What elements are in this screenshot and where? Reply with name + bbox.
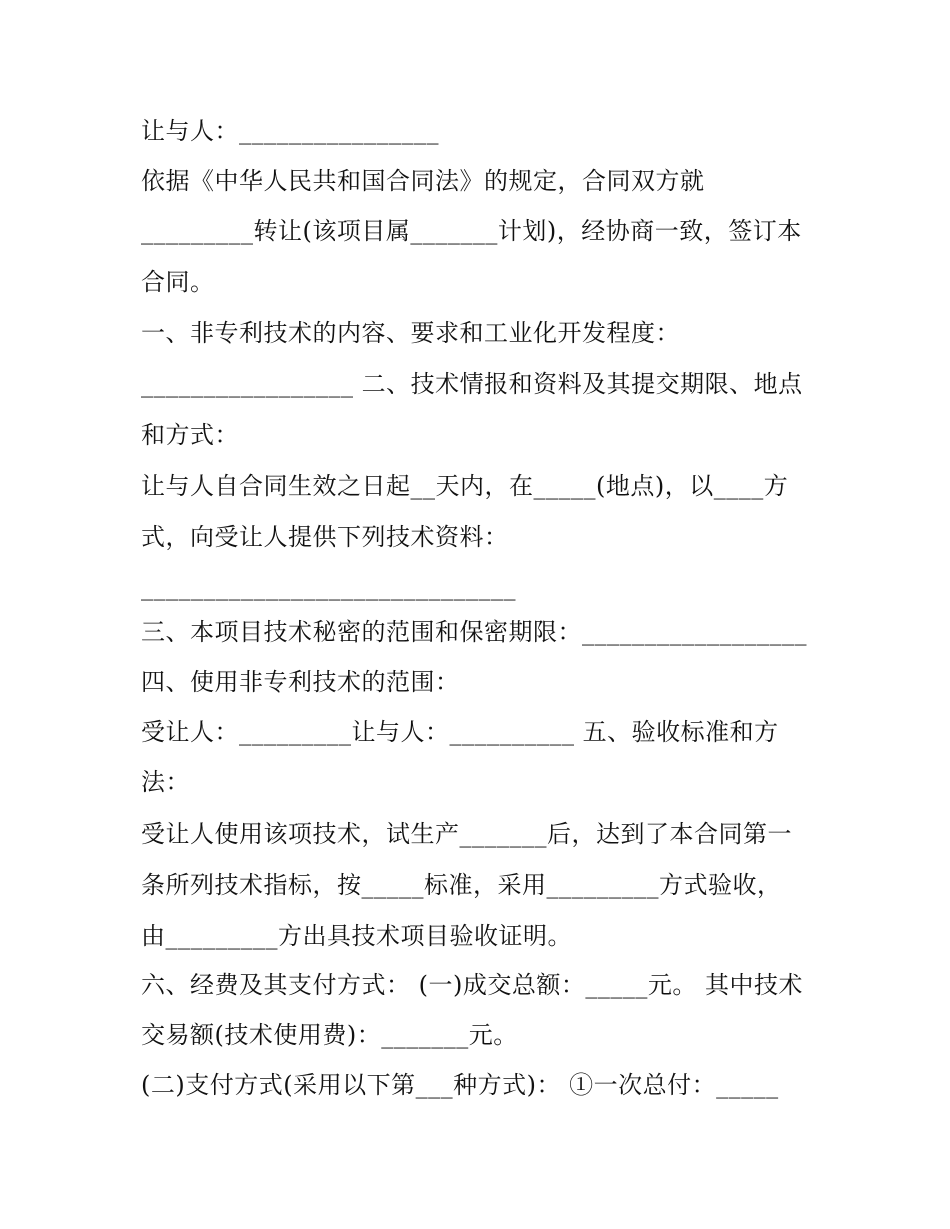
contract-line: 合同。 — [141, 268, 215, 296]
section-six-line: 六、经费及其支付方式： (一)成交总额：_____元。 其中技术 — [141, 971, 803, 999]
project-plan-line: _________转让(该项目属_______计划)，经协商一致，签订本 — [141, 217, 802, 245]
blank-materials-line: ______________________________ — [141, 573, 516, 601]
payment-method-line: (二)支付方式(采用以下第___种方式)： ①一次总付：_____ — [141, 1071, 779, 1099]
technology-fee-line: 交易额(技术使用费)：_______元。 — [141, 1021, 518, 1049]
section-one-heading: 一、非专利技术的内容、要求和工业化开发程度： — [141, 319, 680, 347]
section-two-heading: _________________ 二、技术情报和资料及其提交期限、地点 — [141, 370, 803, 398]
section-four-heading: 四、使用非专利技术的范围： — [141, 668, 460, 696]
delivery-terms-line: 让与人自合同生效之日起__天内，在_____(地点)，以____方 — [141, 472, 789, 500]
section-five-continuation: 法： — [141, 768, 190, 796]
legal-basis-line: 依据《中华人民共和国合同法》的规定，合同双方就 — [141, 167, 705, 195]
technical-materials-line: 式，向受让人提供下列技术资料： — [141, 523, 509, 551]
acceptance-method-line: 条所列技术指标，按_____标准，采用_________方式验收， — [141, 871, 782, 899]
section-two-continuation: 和方式： — [141, 421, 239, 449]
acceptance-certificate-line: 由_________方出具技术项目验收证明。 — [141, 922, 572, 950]
parties-and-section-five-line: 受让人：_________让与人：__________ 五、验收标准和方 — [141, 718, 779, 746]
section-three-line: 三、本项目技术秘密的范围和保密期限：__________________ — [141, 618, 807, 646]
trial-production-line: 受让人使用该项技术，试生产_______后，达到了本合同第一 — [141, 820, 792, 848]
transferor-line: 让与人：________________ — [141, 117, 439, 145]
